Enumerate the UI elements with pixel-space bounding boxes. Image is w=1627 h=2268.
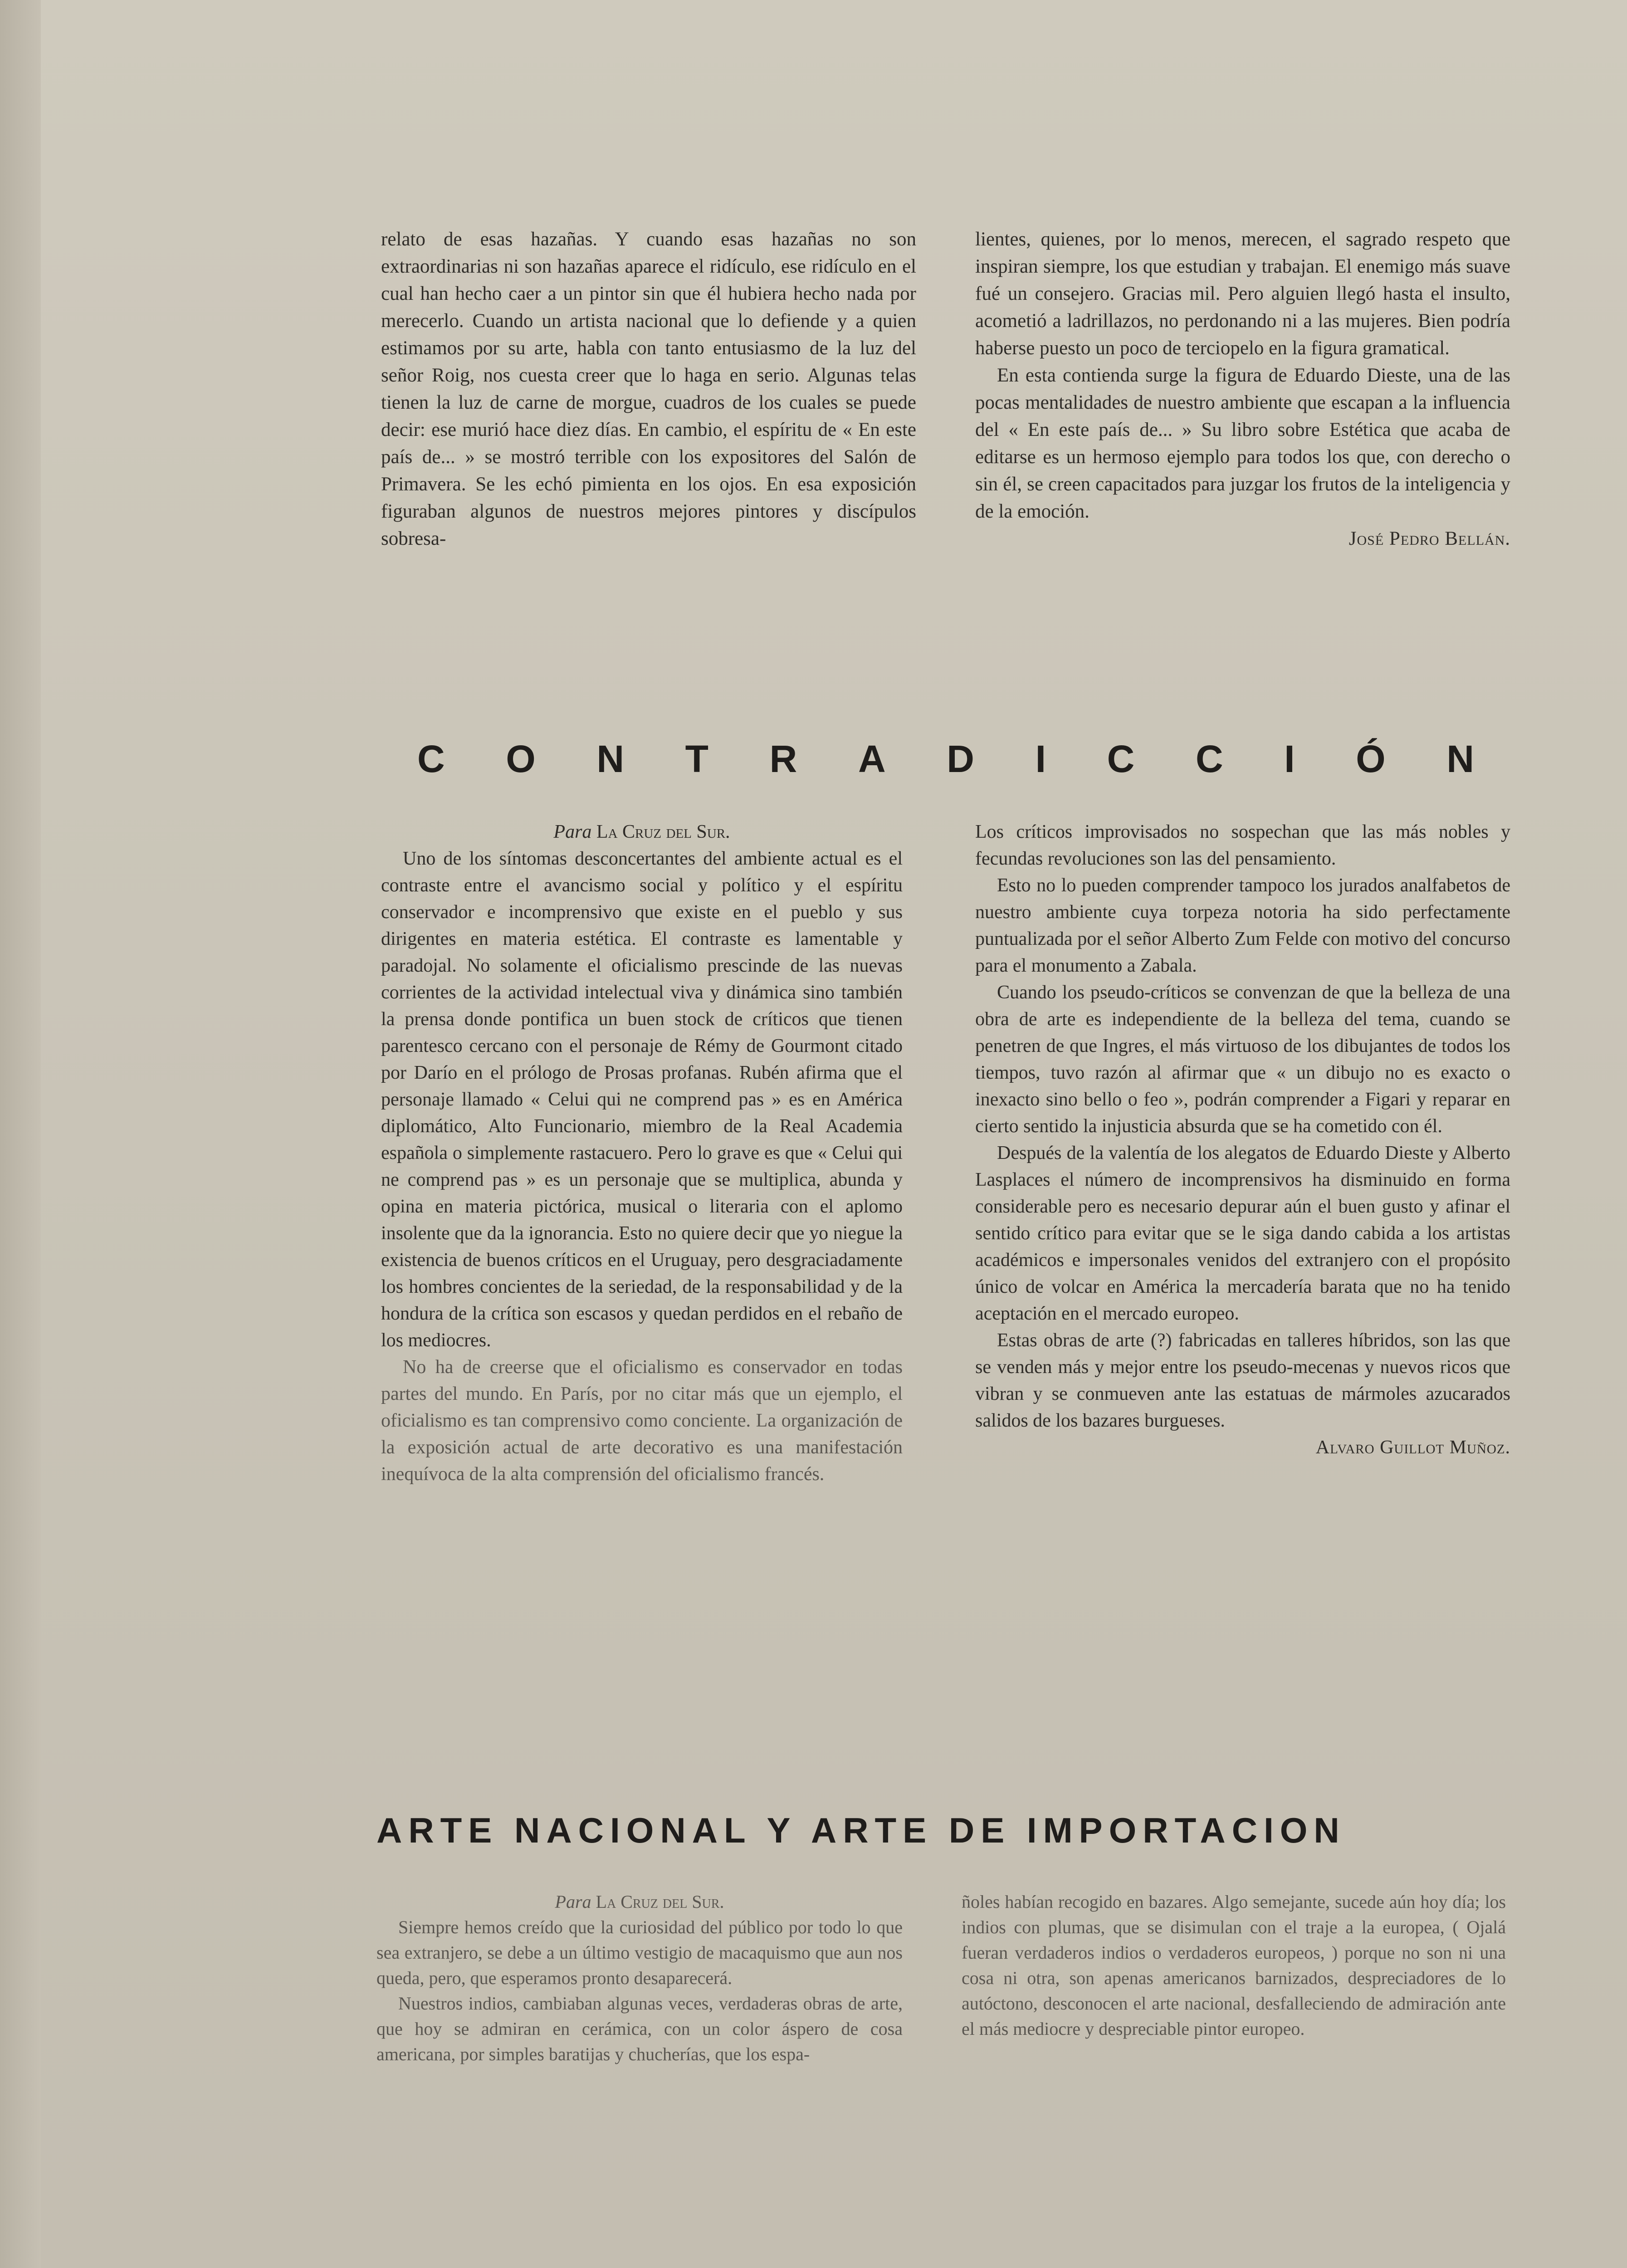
top-right-paragraph-1: lientes, quienes, por lo menos, merecen, el sagrado respeto que inspiran siempre, los que estudian y trabajan. El enemigo más suave fué un consejero. Gracias mil. Pero alguien llegó hasta el insulto, acometió a ladrillazos, no perdonando ni a las mujeres. Bien podría haberse puesto un poco de terciopelo en la figura gramatical. — [975, 229, 1510, 359]
dedication-prefix: Para — [553, 821, 592, 842]
title-letter: I — [1284, 738, 1295, 780]
section2-dedication — [376, 1889, 903, 1915]
title-letter: A — [858, 738, 886, 780]
title-letter: I — [1035, 738, 1046, 780]
top-right-column — [975, 226, 1510, 552]
dedication-name: La Cruz del Sur. — [596, 1892, 724, 1912]
section1-left-paragraph-2: No ha de creerse que el oficialismo es conservador en todas partes del mundo. En París, por no citar más que un ejemplo, el oficialismo es tan comprensivo como conciente. La organización de la exposición actual de arte decorativo es una manifestación inequívoca de la alta comprensión del oficialismo francés. — [381, 1357, 903, 1485]
top-left-column — [381, 226, 916, 552]
title-letter: N — [1446, 738, 1474, 780]
title-letter: O — [506, 738, 536, 780]
title-letter: R — [769, 738, 797, 780]
title-letter: N — [596, 738, 624, 780]
section2-left-paragraph-1: Siempre hemos creído que la curiosidad del público por todo lo que sea extranjero, se debe a un último vestigio de macaquismo que aun nos queda, pero, que esperamos pronto desaparecerá. — [376, 1917, 903, 1988]
title-letter: Ó — [1356, 738, 1386, 780]
title-letter: C — [1107, 738, 1135, 780]
dedication-prefix: Para — [555, 1892, 591, 1912]
title-letter: C — [417, 738, 445, 780]
section1-left-paragraph-1: Uno de los síntomas desconcertantes del ambiente actual es el contraste entre el avancismo social y político y el espíritu conservador e incomprensivo que existe en el pueblo y sus dirigentes en materia estética. El contraste es lamentable y paradojal. No solamente el oficialismo prescinde de las nuevas corrientes de la actividad intelectual viva y dinámica sino también la prensa donde pontifica un buen stock de críticos que tienen parentesco cercano con el personaje de Rémy de Gourmont citado por Darío en el prólogo de Prosas profanas. Rubén afirma que el personaje llamado « Celui qui ne comprend pas » es en América diplomático, Alto Funcionario, miembro de la Real Academia española o simplemente rastacuero. Pero lo grave es que « Celui qui ne comprend pas » es un personaje que se multiplica, abunda y opina en materia pictórica, musical o literaria con el aplomo insolente que da la ignorancia. Esto no quiere decir que yo niegue la existencia de buenos críticos en el Uruguay, pero desgraciadamente los hombres concientes de la seriedad, de la responsabilidad y de la hondura de la crítica son escasos y quedan perdidos en el rebaño de los mediocres. — [381, 848, 903, 1351]
top-left-paragraph: relato de esas hazañas. Y cuando esas hazañas no son extraordinarias ni son hazañas aparece el ridículo, ese ridículo en el cual han hecho caer a un pintor sin que él hubiera hecho nada por merecerlo. Cuando un artista nacional que lo defiende y a quien estimamos por su arte, habla con tanto entusiasmo de la luz del señor Roig, nos cuesta creer que lo haga en serio. Algunas telas tienen la luz de carne de morgue, cuadros de los cuales se puede decir: ese murió hace diez días. En cambio, el espíritu de « En este país de... » se mostró terrible con los expositores del Salón de Primavera. Se les echó pimienta en los ojos. En esa exposición figuraban algunos de nuestros mejores pintores y discípulos sobresa- — [381, 229, 916, 549]
title-letter: T — [685, 738, 708, 780]
section1-right-paragraph-2: Esto no lo pueden comprender tampoco los jurados analfabetos de nuestro ambiente cuya torpeza notoria ha sido perfectamente puntualizada por el señor Alberto Zum Felde con motivo del concurso para el monumento a Zabala. — [975, 875, 1510, 976]
section-title-contradiccion — [417, 737, 1474, 781]
section-title-arte-nacional: ARTE NACIONAL Y ARTE DE IMPORTACION — [376, 1810, 1346, 1850]
top-signature: José Pedro Bellán. — [1349, 528, 1510, 549]
section1-signature: Alvaro Guillot Muñoz. — [1315, 1437, 1510, 1458]
section1-right-paragraph-4: Después de la valentía de los alegatos de Eduardo Dieste y Alberto Lasplaces el número de incomprensivos ha disminuido en forma considerable pero es necesario depurar aún el buen gusto y afinar el sentido crítico para evitar que se le siga dando cabida a los artistas académicos e impersonales venidos del extranjero con el propósito único de volcar en América la mercadería barata que no ha tenido aceptación en el mercado europeo. — [975, 1143, 1510, 1324]
title-letter: C — [1195, 738, 1223, 780]
section1-right-paragraph-5: Estas obras de arte (?) fabricadas en talleres híbridos, son las que se venden más y mejor entre los pseudo-mecenas y nuevos ricos que vibran y se conmueven ante las estatuas de mármoles azucarados salidos de los bazares burgueses. — [975, 1330, 1510, 1431]
page-left-edge — [0, 0, 41, 2268]
section2-right-paragraph-1: ñoles habían recogido en bazares. Algo semejante, sucede aún hoy día; los indios con plumas, que se disimulan con el traje a la europea, ( Ojalá fueran verdaderos indios o verdaderos europeos, ) porque no son ni una cosa ni otra, son apenas americanos barnizados, despreciadores de lo autóctono, desconocen el arte nacional, desfalleciendo de admiración ante el más mediocre y despreciable pintor europeo. — [962, 1892, 1506, 2039]
section1-right-paragraph-3: Cuando los pseudo-críticos se convenzan de que la belleza de una obra de arte es independiente de la belleza del tema, cuando se penetren de que Ingres, el más virtuoso de los dibujantes de todos los tiempos, tuvo razón al afirmar que « un dibujo no es exacto o inexacto sino bello o feo », podrán comprender a Figari y reparar en cierto sentido la injusticia absurda que se ha cometido con él. — [975, 982, 1510, 1137]
section1-left-column — [381, 819, 903, 1488]
section1-right-paragraph-1: Los críticos improvisados no sospechan que las más nobles y fecundas revoluciones son las del pensamiento. — [975, 821, 1510, 869]
section2-left-paragraph-2: Nuestros indios, cambiaban algunas veces, verdaderas obras de arte, que hoy se admiran en cerámica, con un color áspero de cosa americana, por simples baratijas y chucherías, que los espa- — [376, 1993, 903, 2064]
title-letter: D — [947, 738, 974, 780]
top-right-paragraph-2: En esta contienda surge la figura de Eduardo Dieste, una de las pocas mentalidades de nuestro ambiente que escapan a la influencia del « En este país de... » Su libro sobre Estética que acaba de editarse es un hermoso ejemplo para todos los que, con derecho o sin él, se creen capacitados para juzgar los frutos de la inteligencia y de la emoción. — [975, 365, 1510, 522]
section2-right-column — [962, 1889, 1506, 2042]
dedication-name: La Cruz del Sur. — [596, 821, 730, 842]
section1-right-column — [975, 819, 1510, 1461]
section1-dedication — [381, 819, 903, 846]
section2-left-column — [376, 1889, 903, 2067]
